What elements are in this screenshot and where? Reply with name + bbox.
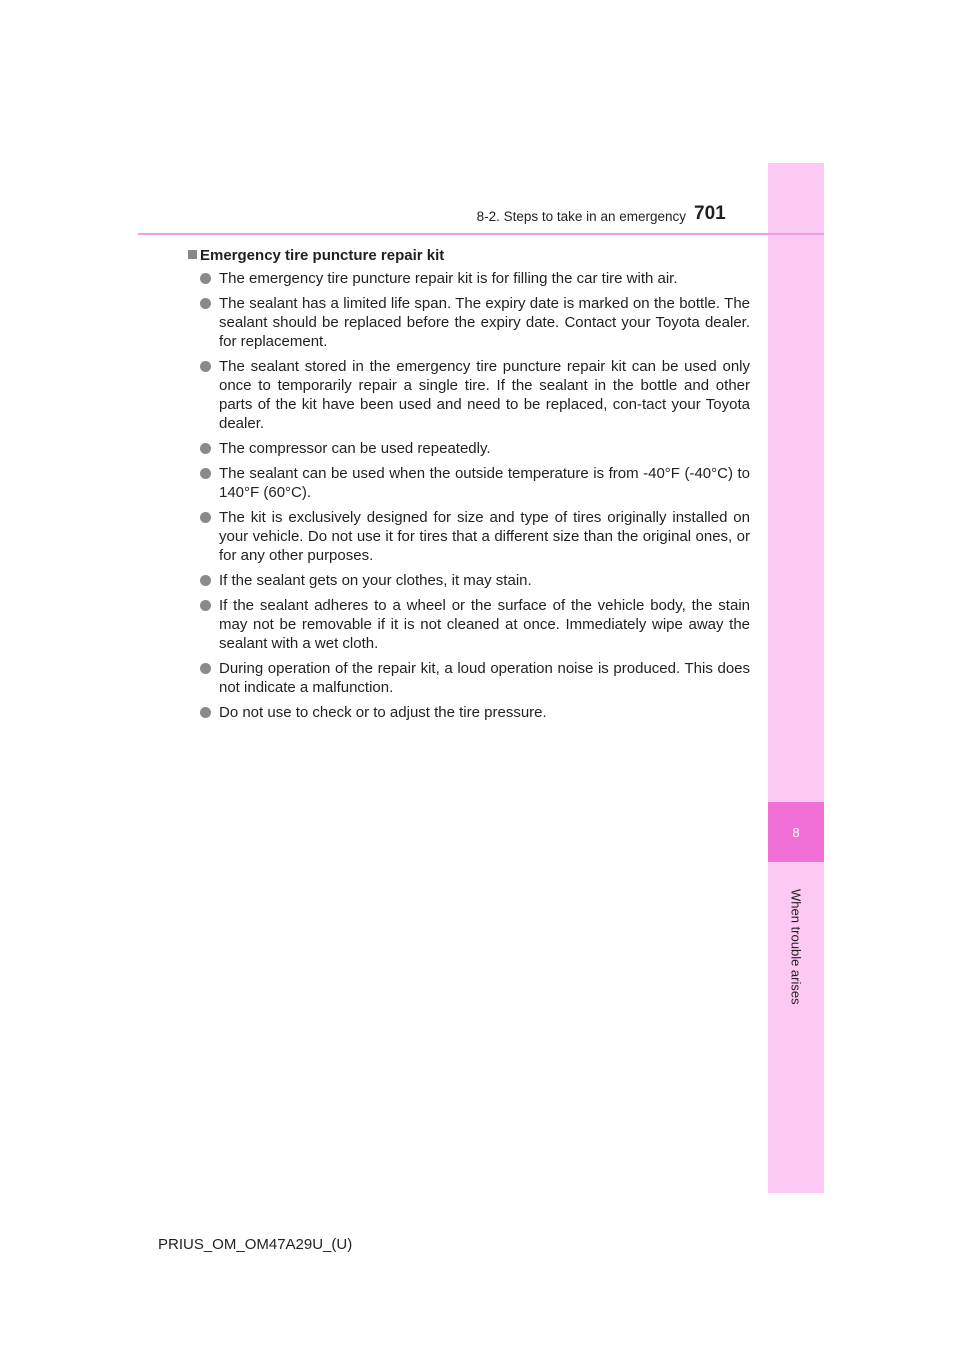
list-item-text: During operation of the repair kit, a loud operation noise is produced. This does not indicate a malfunction.: [219, 660, 750, 696]
bullet-icon: [200, 298, 211, 309]
document-id: PRIUS_OM_OM47A29U_(U): [158, 1236, 353, 1253]
list-item-text: The kit is exclusively designed for size and type of tires originally installed on your vehicle. Do not use it for tires that a different size than the original ones, or for any other purposes.: [219, 509, 750, 564]
bullet-icon: [200, 663, 211, 674]
list-item: [200, 659, 750, 697]
list-item-text: The emergency tire puncture repair kit is for filling the car tire with air.: [219, 270, 678, 287]
page-number: 701: [694, 203, 726, 224]
section-title: 8-2. Steps to take in an emergency: [476, 209, 686, 224]
bullet-icon: [200, 707, 211, 718]
bullet-icon: [200, 273, 211, 284]
list-item: [200, 703, 750, 722]
bullet-icon: [200, 443, 211, 454]
chapter-title: When trouble arises: [788, 889, 804, 1005]
list-item-text: If the sealant gets on your clothes, it may stain.: [219, 572, 532, 589]
bullet-icon: [200, 600, 211, 611]
bullet-icon: [200, 512, 211, 523]
list-item: [200, 357, 750, 433]
bullet-icon: [200, 468, 211, 479]
bullet-icon: [200, 361, 211, 372]
page-content: [200, 246, 750, 728]
chapter-number: 8: [792, 824, 800, 840]
list-item-text: Do not use to check or to adjust the tire pressure.: [219, 704, 547, 721]
section-heading-text: Emergency tire puncture repair kit: [200, 247, 445, 264]
list-item: [200, 508, 750, 565]
header-rule: [138, 233, 824, 235]
square-bullet-icon: [188, 250, 197, 259]
list-item-text: The compressor can be used repeatedly.: [219, 440, 491, 457]
list-item: [200, 439, 750, 458]
list-item: [200, 464, 750, 502]
section-heading: [200, 246, 750, 265]
chapter-title-box: [768, 872, 824, 1022]
list-item: [200, 294, 750, 351]
list-item: [200, 269, 750, 288]
side-tab: [768, 163, 824, 1193]
list-item-text: The sealant can be used when the outside temperature is from -40°F (-40°C) to 140°F (60°C).: [219, 465, 750, 501]
list-item-text: The sealant stored in the emergency tire puncture repair kit can be used only once to temporarily repair a single tire. If the sealant in the bottle and other parts of the kit have been used and need to be replaced, con-tact your Toyota dealer.: [219, 358, 750, 432]
list-item: [200, 571, 750, 590]
bullet-icon: [200, 575, 211, 586]
list-item-text: The sealant has a limited life span. The expiry date is marked on the bottle. The sealant should be replaced before the expiry date. Contact your Toyota dealer. for replacement.: [219, 295, 750, 350]
list-item-text: If the sealant adheres to a wheel or the surface of the vehicle body, the stain may not be removable if it is not cleaned at once. Immediately wipe away the sealant with a wet cloth.: [219, 597, 750, 652]
chapter-number-box: [768, 802, 824, 862]
list-item: [200, 596, 750, 653]
